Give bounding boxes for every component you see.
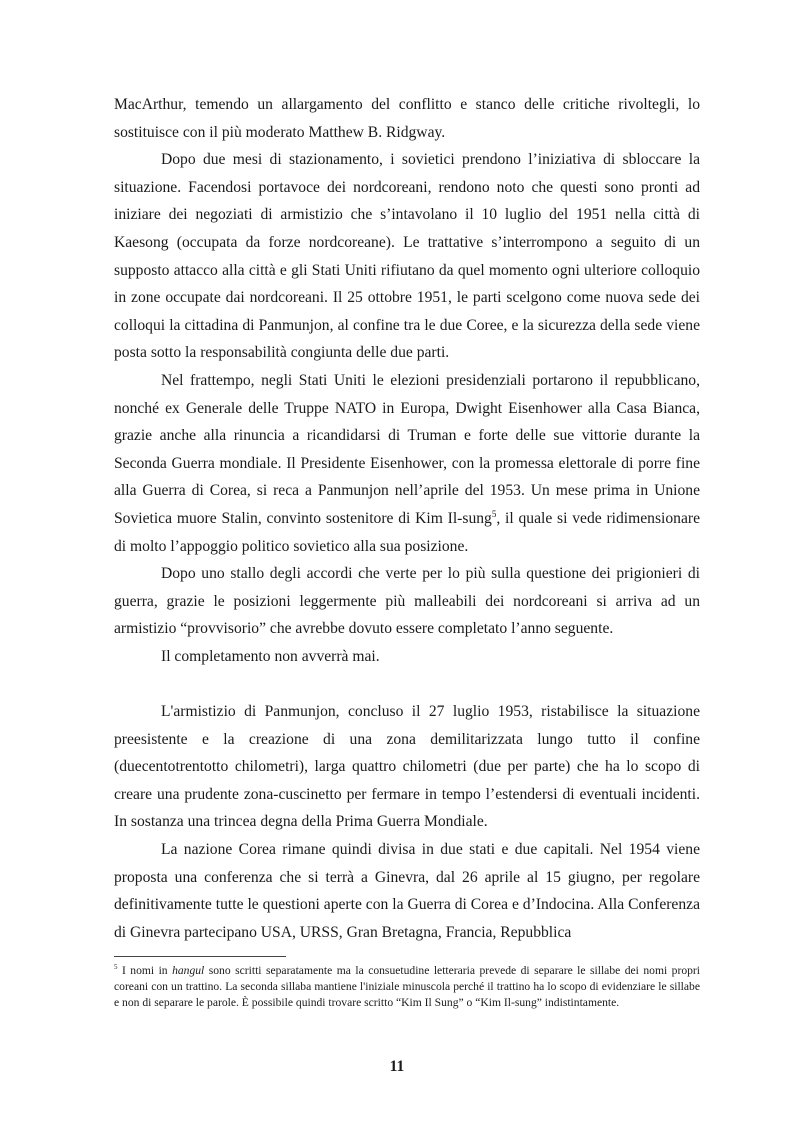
paragraph: Dopo due mesi di stazionamento, i sovietici prendono l’iniziativa di sbloccare la situazione. Facendosi portavoce dei nordcoreani, rendono noto che questi sono pronti ad iniziare dei negoziati di armistizio che s’intavolano il 10 luglio del 1951 nella città di Kaesong (occupata da forze nordcoreane). Le trattative s’interrompono a seguito di un supposto attacco alla città e gli Stati Uniti rifiutano da quel momento ogni ulteriore colloquio in zone occupate dai nordcoreani. Il 25 ottobre 1951, le parti scelgono come nuova sede dei colloqui la cittadina di Panmunjon, al confine tra le due Coree, e la sicurezza della sede viene posta sotto la responsabilità congiunta delle due parti. <box>114 151 700 362</box>
footnote-text: sono scritti separatamente ma la consuetudine letteraria prevede di separare le sillabe dei nomi propri coreani con un trattino. La seconda sillaba mantiene l'iniziale minuscola perché il trattino ha lo scopo di evidenziare le sillabe e non di separare le parole. È possibile quindi trovare scritto “Kim Il Sung” o “Kim Il-sung” indistintamente. <box>114 964 700 1009</box>
paragraph: MacArthur, temendo un allargamento del conflitto e stanco delle critiche rivoltegli, lo sostituisce con il più moderato Matthew B. Ridgway. <box>114 96 700 141</box>
paragraph: Dopo uno stallo degli accordi che verte per lo più sulla questione dei prigionieri di guerra, grazie le posizioni leggermente più malleabili dei nordcoreani si arriva ad un armistizio “provvisorio” che avrebbe dovuto essere completato l’anno seguente. <box>114 565 700 638</box>
paragraph-text: , il quale si vede ridimensionare di molto l’appoggio politico sovietico alla sua posizione. <box>114 509 700 555</box>
footnote-separator <box>114 956 286 957</box>
footnote-text: I nomi in <box>117 964 173 977</box>
paragraph: La nazione Corea rimane quindi divisa in due stati e due capitali. Nel 1954 viene proposta una conferenza che si terrà a Ginevra, dal 26 aprile al 15 giugno, per regolare definitivamente tutte le questioni aperte con la Guerra di Corea e d’Indocina. Alla Conferenza di Ginevra partecipano USA, URSS, Gran Bretagna, Francia, Repubblica <box>114 841 700 941</box>
paragraph-text: Nel frattempo, negli Stati Uniti le elezioni presidenziali portarono il repubblicano, nonché ex Generale delle Truppe NATO in Europa, Dwight Eisenhower alla Casa Bianca, grazie anche alla rinuncia a ricandidarsi di Truman e forte delle sue vittorie durante la Seconda Guerra mondiale. Il Presidente Eisenhower, con la promessa elettorale di porre fine alla Guerra di Corea, si reca a Panmunjon nell’aprile del 1953. Un mese prima in Unione Sovietica muore Stalin, convinto sostenitore di Kim Il-sung <box>114 371 700 527</box>
footnote-italic-term: hangul <box>172 964 205 977</box>
body-text <box>114 91 700 946</box>
page-number: 11 <box>389 1058 405 1075</box>
footnote-reference[interactable]: 5 <box>491 508 497 519</box>
paragraph-with-footnote <box>114 367 700 560</box>
footnote-number: 5 <box>114 963 118 972</box>
footnote <box>114 963 700 1011</box>
paragraph: Il completamento non avverrà mai. <box>161 647 380 665</box>
paragraph: L'armistizio di Panmunjon, concluso il 27 luglio 1953, ristabilisce la situazione preesistente e la creazione di una zona demilitarizzata lungo tutto il confine (duecentotrentotto chilometri), larga quattro chilometri (due per parte) che ha lo scopo di creare una prudente zona-cuscinetto per fermare in tempo l’estendersi di eventuali incidenti. In sostanza una trincea degna della Prima Guerra Mondiale. <box>114 703 700 831</box>
